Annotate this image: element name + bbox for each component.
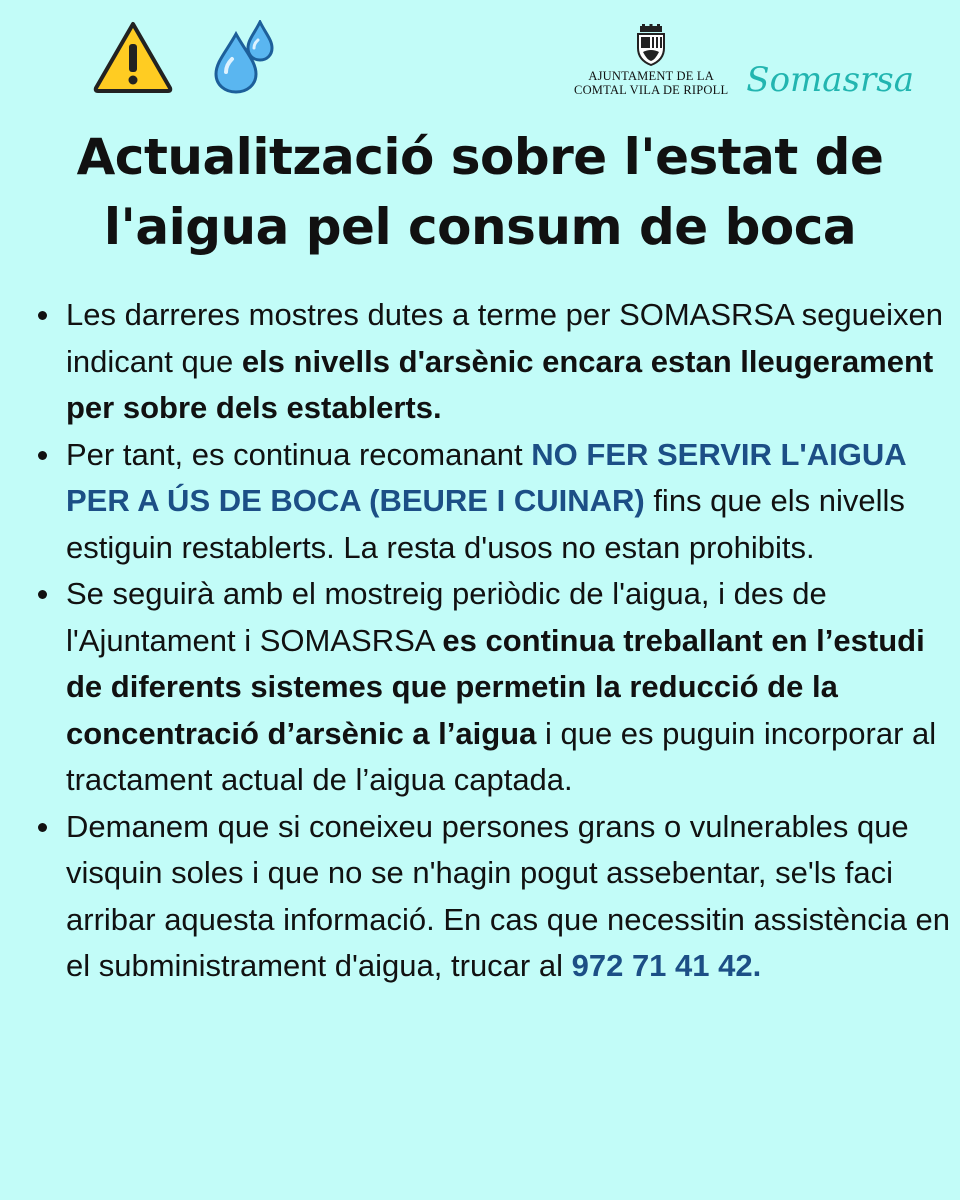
bullet-highlight-text: NO FER SERVIR L'AIGUA PER A ÚS DE BOCA (BEURE I CUINAR) <box>66 436 906 518</box>
list-item <box>34 571 950 804</box>
bullet-text: Se seguirà amb el mostreig periòdic de l'aigua, i des de l'Ajuntament i SOMASRSA <box>66 576 827 658</box>
bullet-text: Demanem que si coneixeu persones grans o vulnerables que visquin soles i que no se n'hagin pogut assebentar, se'ls faci arribar aquesta informació. En cas que necessitin assistència en el subministrament d'aigua, trucar al <box>66 808 950 983</box>
header-logos <box>574 24 914 100</box>
bullet-text: Les darreres mostres dutes a terme per SOMASRSA segueixen indicant que <box>66 297 944 379</box>
phone-number[interactable]: 972 71 41 42. <box>571 948 762 983</box>
header-icons <box>92 20 276 99</box>
ajuntament-line-2: COMTAL VILA DE RIPOLL <box>574 83 729 97</box>
ajuntament-line-1: AJUNTAMENT DE LA <box>588 69 714 83</box>
page-title <box>0 122 960 262</box>
droplets-icon <box>210 20 276 99</box>
bullet-text: i que es puguin incorporar al tractament actual de l’aigua captada. <box>66 715 937 797</box>
coat-of-arms-icon <box>634 24 668 69</box>
bullet-bold-text: es continua treballant en l’estudi de diferents sistemes que permetin la reducció de la concentració d’arsènic a l’aigua <box>66 622 925 751</box>
list-item <box>34 292 950 432</box>
list-item <box>34 804 950 990</box>
bullet-text: fins que els nivells estiguin restablerts. La resta d'usos no estan prohibits. <box>66 483 905 565</box>
ajuntament-logo <box>574 24 728 97</box>
bullet-dot <box>38 823 47 832</box>
warning-icon <box>92 20 174 99</box>
info-list <box>34 292 950 990</box>
bullet-dot <box>38 590 47 599</box>
bullet-dot <box>38 451 47 460</box>
bullet-text: Per tant, es continua recomanant <box>66 436 532 472</box>
bullet-dot <box>38 311 47 320</box>
list-item <box>34 432 950 572</box>
title-line-1: Actualització sobre l'estat de <box>76 128 884 186</box>
somasrsa-logo: Somasrsa <box>746 60 914 100</box>
bullet-bold-text: els nivells d'arsènic encara estan lleugerament per sobre dels establerts. <box>66 343 934 425</box>
title-line-2: l'aigua pel consum de boca <box>103 198 857 256</box>
